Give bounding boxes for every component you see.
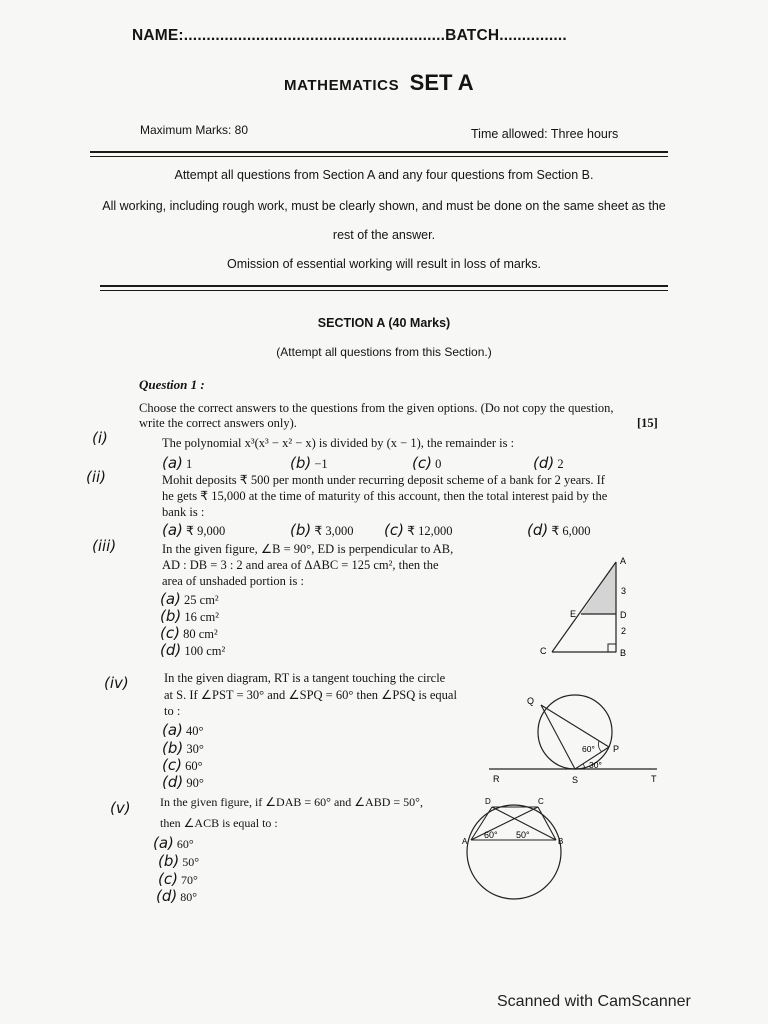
option-c — [384, 521, 453, 539]
circle — [538, 695, 612, 769]
option-a — [162, 721, 204, 739]
option-c — [162, 756, 203, 774]
label-angle-a: 60° — [484, 830, 498, 840]
cyclic-quadrilateral-figure — [462, 793, 572, 913]
option-label: (c) — [158, 870, 178, 888]
subquestion-text-line-1: In the given figure, ∠B = 90°, ED is perpendicular to AB, — [162, 542, 454, 556]
option-a — [153, 834, 194, 852]
option-label: (d) — [162, 773, 184, 791]
label-c: C — [540, 646, 547, 656]
option-value: 2 — [557, 457, 564, 471]
option-value: 60° — [176, 837, 194, 851]
option-value: 0 — [435, 457, 442, 471]
subquestion-text-line-1: In the given diagram, RT is a tangent touching the circle — [164, 671, 446, 685]
option-a — [160, 590, 219, 608]
option-c — [160, 624, 218, 642]
question-marks: [15] — [637, 416, 658, 430]
option-c — [412, 454, 441, 472]
option-label: (a) — [160, 590, 181, 608]
option-d — [160, 641, 225, 659]
option-value: 80° — [180, 890, 198, 904]
label-b: B — [620, 648, 627, 658]
label-a: A — [620, 556, 627, 566]
option-label: (c) — [160, 624, 180, 642]
instruction-divider-bottom — [100, 290, 668, 291]
option-value: 70° — [180, 873, 198, 887]
option-value: 60° — [185, 759, 203, 773]
scanner-watermark: Scanned with CamScanner — [497, 993, 691, 1010]
section-subtitle: (Attempt all questions from this Section.) — [276, 345, 492, 359]
triangle-figure — [528, 552, 638, 662]
option-label: (c) — [162, 756, 182, 774]
label-db-ratio: 2 — [621, 626, 627, 636]
option-value: 16 cm² — [184, 610, 220, 624]
subquestion-text-line-2: at S. If ∠PST = 30° and ∠SPQ = 60° then ∠PSQ is equal — [164, 688, 457, 702]
option-label: (a) — [162, 721, 183, 739]
option-label: (a) — [153, 834, 174, 852]
option-label: (d) — [156, 887, 178, 905]
subquestion-text-line-2: then ∠ACB is equal to : — [160, 816, 278, 830]
label-p: P — [613, 744, 620, 754]
question-label: Question 1 : — [139, 377, 205, 392]
label-s: S — [572, 775, 579, 785]
chord-qp — [541, 705, 609, 747]
option-b — [160, 607, 219, 625]
option-a — [162, 454, 192, 472]
subquestion-text-line-3: to : — [164, 704, 181, 718]
header-divider-top — [90, 151, 668, 153]
subquestion-number: (ii) — [86, 468, 107, 486]
label-r: R — [493, 774, 500, 784]
option-value: 90° — [186, 776, 204, 790]
subquestion-text-line-3: area of unshaded portion is : — [162, 574, 304, 588]
option-label: (d) — [527, 521, 549, 539]
option-value: 30° — [186, 742, 204, 756]
option-value: 50° — [182, 855, 200, 869]
option-b — [290, 521, 354, 539]
label-c: C — [538, 797, 544, 806]
header-divider-bottom — [90, 156, 668, 157]
option-value: ₹ 6,000 — [551, 524, 591, 538]
option-c — [158, 870, 198, 888]
instruction-line-1: Attempt all questions from Section A and any four questions from Section B. — [174, 168, 594, 182]
time-allowed: Time allowed: Three hours — [471, 127, 619, 141]
subquestion-number: (i) — [92, 429, 108, 447]
label-b: B — [558, 837, 564, 846]
chord-qs — [541, 705, 575, 769]
subquestion-text: The polynomial x³(x³ − x² − x) is divided by (x − 1), the remainder is : — [162, 436, 515, 450]
subject-label: MATHEMATICS — [284, 77, 400, 94]
tangent-circle-figure — [485, 690, 665, 790]
paper-title — [284, 70, 474, 96]
option-label: (a) — [162, 521, 183, 539]
label-d: D — [485, 797, 491, 806]
instruction-divider-top — [100, 285, 668, 287]
option-a — [162, 521, 225, 539]
option-d — [162, 773, 204, 791]
name-batch-line: NAME:..........................................................BATCH............... — [132, 27, 567, 44]
label-t: T — [651, 774, 657, 784]
subquestion-text-line-2: he gets ₹ 15,000 at the time of maturity of this account, then the total interest paid by the — [162, 489, 608, 503]
label-d: D — [620, 610, 627, 620]
section-title: SECTION A (40 Marks) — [317, 316, 451, 330]
instruction-line-2: All working, including rough work, must be clearly shown, and must be done on the same sheet as the — [102, 199, 666, 213]
option-label: (b) — [290, 521, 312, 539]
label-angle-p: 60° — [582, 744, 595, 754]
option-value: 40° — [186, 724, 204, 738]
subquestion-text-line-2: AD : DB = 3 : 2 and area of ΔABC = 125 cm², then the — [162, 558, 439, 572]
subquestion-text-line-3: bank is : — [162, 505, 205, 519]
option-d — [527, 521, 591, 539]
right-angle-mark — [608, 644, 616, 652]
option-value: ₹ 9,000 — [186, 524, 226, 538]
label-e: E — [570, 609, 577, 619]
option-b — [162, 739, 204, 757]
option-label: (b) — [160, 607, 182, 625]
label-ad-ratio: 3 — [621, 586, 627, 596]
subquestion-number: (iv) — [104, 674, 129, 692]
option-label: (d) — [533, 454, 555, 472]
option-label: (c) — [412, 454, 432, 472]
instruction-line-4: Omission of essential working will result in loss of marks. — [227, 257, 541, 271]
subquestion-number: (v) — [110, 799, 131, 817]
instruction-line-3: rest of the answer. — [332, 228, 436, 242]
option-label: (c) — [384, 521, 404, 539]
subquestion-text-line-1: In the given figure, if ∠DAB = 60° and ∠ABD = 50°, — [160, 795, 423, 809]
subquestion-text-line-1: Mohit deposits ₹ 500 per month under recurring deposit scheme of a bank for 2 years. If — [162, 473, 605, 487]
option-d — [533, 454, 564, 472]
label-angle-b: 50° — [516, 830, 530, 840]
option-value: 25 cm² — [184, 593, 219, 607]
option-value: ₹ 3,000 — [314, 524, 354, 538]
option-b — [290, 454, 328, 472]
label-q: Q — [527, 696, 535, 706]
option-value: 1 — [186, 457, 193, 471]
option-b — [158, 852, 199, 870]
option-label: (b) — [162, 739, 184, 757]
option-value: ₹ 12,000 — [407, 524, 453, 538]
option-label: (b) — [290, 454, 312, 472]
option-label: (d) — [160, 641, 182, 659]
max-marks: Maximum Marks: 80 — [140, 123, 249, 137]
subquestion-number: (iii) — [92, 537, 117, 555]
option-value: 100 cm² — [184, 644, 226, 658]
option-value: −1 — [314, 457, 328, 471]
question-intro-line-2: write the correct answers only). — [139, 416, 297, 430]
set-label: SET A — [409, 70, 474, 95]
question-intro-line-1: Choose the correct answers to the questions from the given options. (Do not copy the question, — [139, 401, 614, 415]
label-angle-s: 30° — [589, 760, 602, 770]
option-label: (b) — [158, 852, 180, 870]
label-a: A — [462, 837, 468, 846]
option-label: (a) — [162, 454, 183, 472]
option-d — [156, 887, 197, 905]
option-value: 80 cm² — [183, 627, 218, 641]
